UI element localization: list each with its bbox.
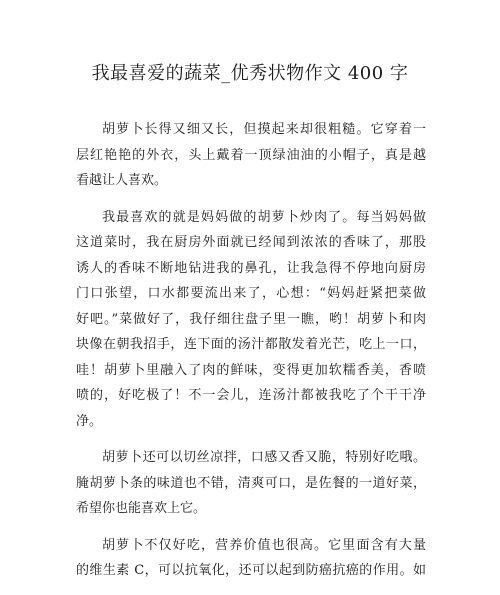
text-line: 这道菜时，我在厨房外面就已经闻到浓浓的香味了，那股 (76, 235, 426, 250)
text-line: 腌胡萝卜条的味道也不错，清爽可口，是佐餐的一道好菜， (76, 475, 426, 491)
text-line: 胡萝卜还可以切丝凉拌，口感又香又脆，特别好吃哦。 (102, 450, 426, 465)
text-line: 层红艳艳的外衣，头上戴着一顶绿油油的小帽子，真是越 (76, 147, 426, 163)
text-line: 门口张望，口水都要流出来了，心想：“妈妈赶紧把菜做 (76, 286, 426, 301)
text-line: 哇！胡萝卜里融入了肉的鲜味，变得更加软糯香美，香喷 (76, 362, 426, 378)
document-body (76, 117, 426, 595)
document-title: 我最喜爱的蔬菜_优秀状物作文 400 字 (91, 63, 409, 84)
text-line: 诱人的香味不断地钻进我的鼻孔，让我急得不停地向厨房 (76, 260, 426, 276)
text-line: 块像在朝我招手，连下面的汤汁都散发着光芒，吃上一口， (76, 337, 426, 352)
text-line: 净。 (76, 413, 103, 429)
text-line: 喷的，好吃极了！不一会儿，连汤汁都被我吃了个干干净 (76, 388, 426, 403)
text-line: 我最喜欢的就是妈妈做的胡萝卜炒肉了。每当妈妈做 (102, 209, 426, 225)
text-line: 希望你也能喜欢上它。 (76, 501, 207, 516)
text-line: 胡萝卜不仅好吃，营养价值也很高。它里面含有大量 (102, 537, 426, 553)
paragraph-1 (76, 117, 426, 194)
text-line: 胡萝卜长得又细又长，但摸起来却很粗糙。它穿着一 (102, 122, 426, 137)
paragraph-3 (76, 445, 426, 522)
text-line: 好吧。”菜做好了，我仔细往盘子里一瞧，哟！胡萝卜和肉 (76, 311, 426, 327)
paragraph-2 (76, 205, 426, 435)
paragraph-4 (76, 533, 426, 584)
text-line: 看越让人喜欢。 (76, 173, 168, 188)
text-line: 的维生素 C，可以抗氧化，还可以起到防癌抗癌的作用。如 (76, 563, 426, 578)
